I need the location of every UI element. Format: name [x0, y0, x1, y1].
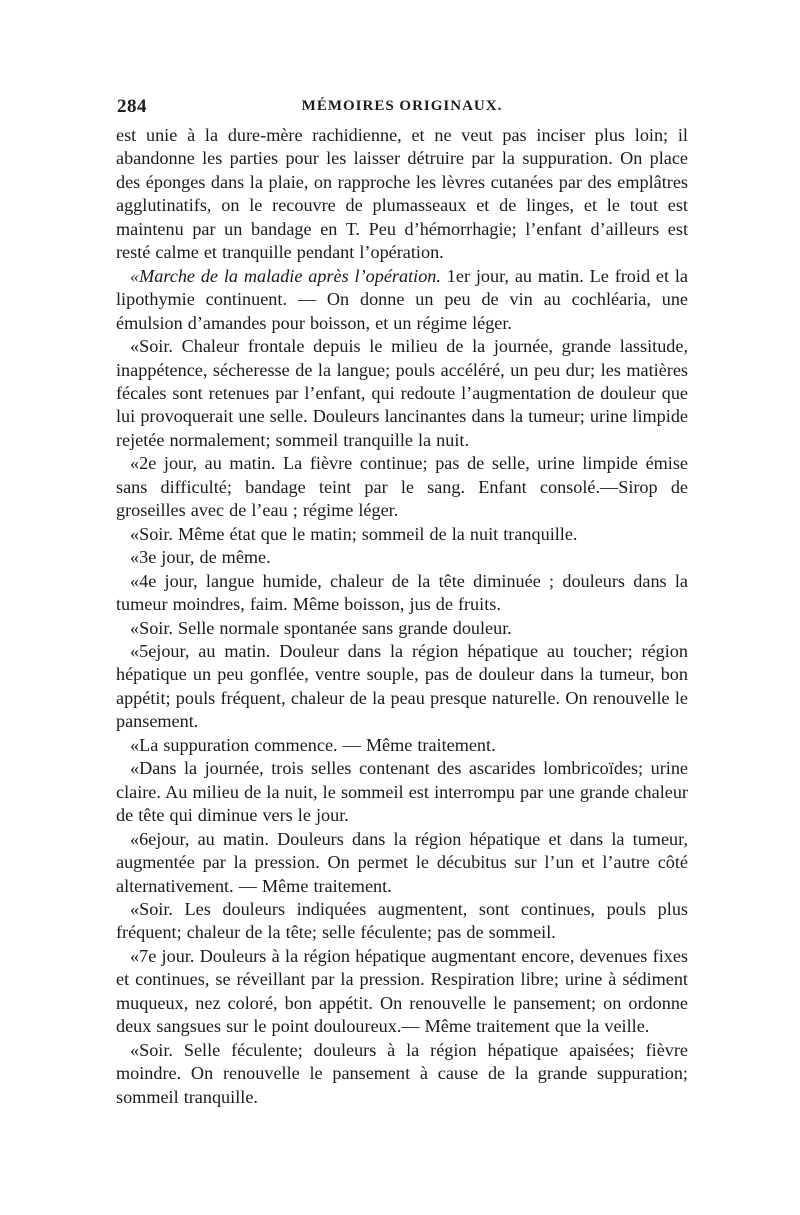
paragraph [116, 265, 688, 335]
paragraph: «6ejour, au matin. Douleurs dans la région hépatique et dans la tumeur, augmentée par la pression. On permet le décubitus sur l’un et l’autre côté alternativement. — Même traitement. [116, 828, 688, 896]
paragraph: «Dans la journée, trois selles contenant des ascarides lombricoïdes; urine claire. Au milieu de la nuit, le sommeil est interrompu par une grande chaleur de tête qui diminue vers le jour. [116, 758, 688, 826]
paragraph: «2e jour, au matin. La fièvre continue; pas de selle, urine limpide émise sans difficulté; bandage teint par le sang. Enfant consolé.—Sirop de groseilles avec de l’eau ; régime léger. [116, 453, 688, 521]
running-head: MÉMOIRES ORIGINAUX. [301, 98, 503, 114]
italic-lead: «Marche de la maladie après l’opération. [130, 265, 441, 286]
paragraph: «Soir. Les douleurs indiquées augmentent, sont continues, pouls plus fréquent; chaleur de la tête; selle féculente; pas de sommeil. [116, 898, 688, 943]
paragraph: «La suppuration commence. — Même traitement. [130, 734, 496, 755]
paragraph-text: 1er jour, au matin. Le froid et la lipothymie continuent. — On donne un peu de vin au cochléaria, une émulsion d’amandes pour boisson, et un régime léger. [116, 265, 688, 333]
paragraph: «3e jour, de même. [130, 547, 271, 568]
body-text [116, 124, 688, 1109]
page-number: 284 [117, 96, 147, 117]
paragraph: est unie à la dure-mère rachidienne, et ne veut pas inciser plus loin; il abandonne les parties pour les laisser détruire par la suppuration. On place des éponges dans la plaie, on rapproche les lèvres cutanées par des emplâtres agglutinatifs, on le recouvre de plumasseaux et de linges, et le tout est maintenu par un bandage en T. Peu d’hémorrhagie; l’enfant d’ailleurs est resté calme et tranquille pendant l’opération. [116, 125, 688, 263]
paragraph: «7e jour. Douleurs à la région hépatique augmentant encore, devenues fixes et continues, se réveillant par la pression. Respiration libre; urine à sédiment muqueux, nez coloré, bon appétit. On renouvelle le pansement; on ordonne deux sangsues sur le point douloureux.— Même traitement que la veille. [116, 945, 688, 1037]
paragraph: «Soir. Selle normale spontanée sans grande douleur. [130, 617, 512, 638]
page-header [117, 96, 687, 122]
paragraph: «Soir. Selle féculente; douleurs à la région hépatique apaisées; fièvre moindre. On renouvelle le pansement à cause de la grande suppuration; sommeil tranquille. [116, 1039, 688, 1107]
paragraph: «5ejour, au matin. Douleur dans la région hépatique au toucher; région hépatique un peu gonflée, ventre souple, pas de douleur dans la tumeur, bon appétit; pouls fréquent, chaleur de la peau presque naturelle. On renouvelle le pansement. [116, 640, 688, 732]
paragraph: «4e jour, langue humide, chaleur de la tête diminuée ; douleurs dans la tumeur moindres, faim. Même boisson, jus de fruits. [116, 570, 688, 615]
paragraph: «Soir. Même état que le matin; sommeil de la nuit tranquille. [130, 523, 578, 544]
paragraph: «Soir. Chaleur frontale depuis le milieu de la journée, grande lassitude, inappétence, sécheresse de la langue; pouls accéléré, un peu dur; les matières fécales sont retenues par l’enfant, qui redoute l’augmentation de douleur que lui provoquerait une selle. Douleurs lancinantes dans la tumeur; urine limpide rejetée normalement; sommeil tranquille la nuit. [116, 336, 688, 450]
